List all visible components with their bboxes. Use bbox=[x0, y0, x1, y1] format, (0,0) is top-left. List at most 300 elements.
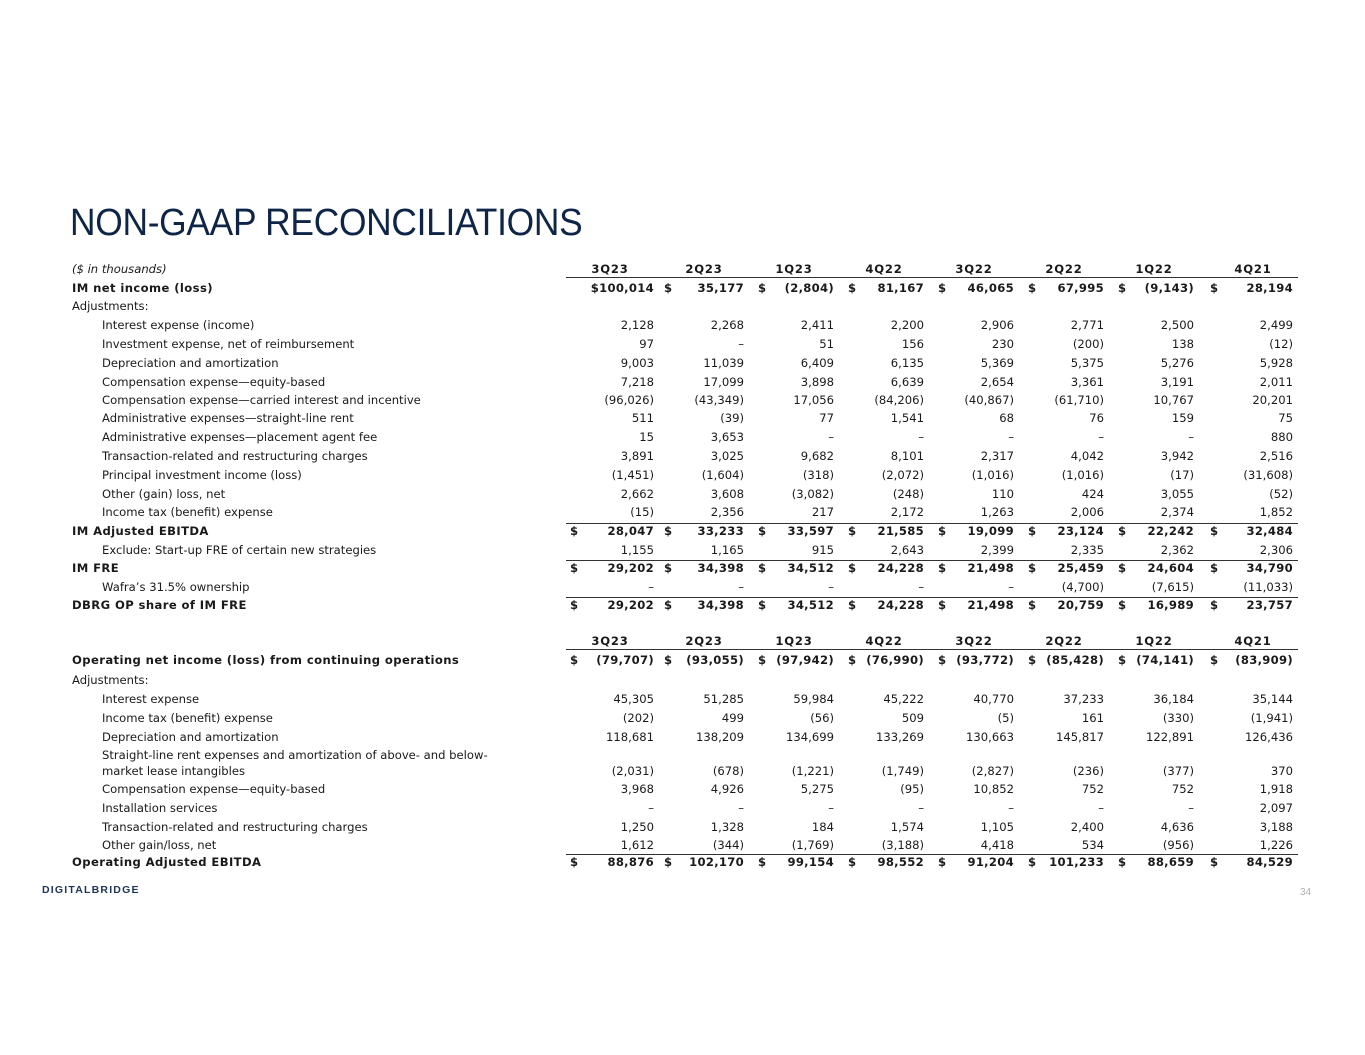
value-cell: 67,995 bbox=[1057, 281, 1104, 295]
value-cell: 3,361 bbox=[1070, 375, 1104, 389]
table-row bbox=[70, 299, 1298, 318]
value-cell: 2,400 bbox=[1070, 820, 1104, 834]
value-cell: – bbox=[1008, 580, 1014, 594]
value-cell: 10,767 bbox=[1153, 393, 1194, 407]
value-cell: 2,906 bbox=[980, 318, 1014, 332]
value-cell: 45,222 bbox=[883, 692, 924, 706]
column-header-2q23: 2Q23 bbox=[685, 262, 723, 276]
value-cell: 1,263 bbox=[980, 505, 1014, 519]
value-cell: 1,574 bbox=[890, 820, 924, 834]
value-cell: – bbox=[1188, 801, 1194, 815]
header-row bbox=[70, 262, 1298, 281]
value-cell: (1,941) bbox=[1250, 711, 1293, 725]
value-cell: (83,909) bbox=[1235, 653, 1293, 667]
dollar-sign: $ bbox=[570, 598, 579, 612]
value-cell: (2,827) bbox=[971, 764, 1014, 778]
table-row bbox=[70, 801, 1298, 820]
value-cell: 25,459 bbox=[1057, 561, 1104, 575]
row-label: Other gain/loss, net bbox=[102, 838, 217, 852]
value-cell: 1,918 bbox=[1259, 782, 1293, 796]
value-cell: 370 bbox=[1270, 764, 1293, 778]
value-cell: 122,891 bbox=[1146, 730, 1194, 744]
value-cell: 138 bbox=[1171, 337, 1194, 351]
value-cell: 51 bbox=[819, 337, 834, 351]
value-cell: 2,411 bbox=[800, 318, 834, 332]
table-row bbox=[70, 393, 1298, 411]
value-cell: 91,204 bbox=[967, 855, 1014, 869]
row-label: Compensation expense—equity-based bbox=[102, 375, 326, 389]
row-label: Operating net income (loss) from continuing operations bbox=[72, 653, 460, 667]
value-cell: (84,206) bbox=[874, 393, 924, 407]
column-header-1q23: 1Q23 bbox=[775, 262, 813, 276]
value-cell: 3,025 bbox=[710, 449, 744, 463]
table-row bbox=[70, 524, 1298, 543]
value-cell: 2,399 bbox=[980, 543, 1014, 557]
table-row bbox=[70, 337, 1298, 356]
value-cell: – bbox=[738, 337, 744, 351]
value-cell: 1,155 bbox=[620, 543, 654, 557]
table-row bbox=[70, 375, 1298, 393]
value-cell: 2,516 bbox=[1259, 449, 1293, 463]
value-cell: 4,418 bbox=[980, 838, 1014, 852]
subtotal-rule bbox=[566, 597, 1298, 598]
value-cell: 37,233 bbox=[1063, 692, 1104, 706]
row-label: Operating Adjusted EBITDA bbox=[72, 855, 262, 869]
table-row bbox=[70, 430, 1298, 449]
value-cell: (202) bbox=[622, 711, 654, 725]
value-cell: – bbox=[828, 580, 834, 594]
value-cell: (95) bbox=[900, 782, 924, 796]
value-cell: 21,498 bbox=[967, 598, 1014, 612]
table-row bbox=[70, 411, 1298, 430]
dollar-sign: $ bbox=[1028, 855, 1037, 869]
dollar-sign: $ bbox=[1028, 281, 1037, 295]
table-row bbox=[70, 468, 1298, 487]
value-cell: 2,268 bbox=[710, 318, 744, 332]
table-row bbox=[70, 820, 1298, 838]
dollar-sign: $ bbox=[664, 524, 673, 538]
table-row bbox=[70, 748, 1298, 782]
value-cell: – bbox=[828, 430, 834, 444]
value-cell: 32,484 bbox=[1246, 524, 1293, 538]
dollar-sign: $ bbox=[1028, 653, 1037, 667]
column-header-1q22: 1Q22 bbox=[1135, 634, 1173, 648]
value-cell: 184 bbox=[811, 820, 834, 834]
value-cell: 101,233 bbox=[1049, 855, 1104, 869]
value-cell: – bbox=[648, 801, 654, 815]
row-label: Interest expense (income) bbox=[102, 318, 255, 332]
value-cell: (5) bbox=[997, 711, 1014, 725]
column-header-4q22: 4Q22 bbox=[865, 634, 903, 648]
value-cell: (1,016) bbox=[971, 468, 1014, 482]
value-cell: 40,770 bbox=[973, 692, 1014, 706]
value-cell: (344) bbox=[712, 838, 744, 852]
value-cell: 3,608 bbox=[710, 487, 744, 501]
value-cell: 1,612 bbox=[620, 838, 654, 852]
value-cell: (2,031) bbox=[611, 764, 654, 778]
value-cell: 34,398 bbox=[697, 598, 744, 612]
row-label: Compensation expense—carried interest and incentive bbox=[102, 393, 421, 407]
value-cell: 7,218 bbox=[620, 375, 654, 389]
value-cell: (248) bbox=[892, 487, 924, 501]
value-cell: – bbox=[918, 580, 924, 594]
value-cell: (15) bbox=[630, 505, 654, 519]
value-cell: (200) bbox=[1072, 337, 1104, 351]
row-label: Transaction-related and restructuring charges bbox=[102, 449, 368, 463]
table-row bbox=[70, 505, 1298, 524]
value-cell: 19,099 bbox=[967, 524, 1014, 538]
column-header-2q22: 2Q22 bbox=[1045, 262, 1083, 276]
value-cell: 34,790 bbox=[1246, 561, 1293, 575]
row-label: Depreciation and amortization bbox=[102, 730, 279, 744]
dollar-sign: $ bbox=[1028, 561, 1037, 575]
value-cell: 2,306 bbox=[1259, 543, 1293, 557]
value-cell: (7,615) bbox=[1151, 580, 1194, 594]
table-row bbox=[70, 281, 1298, 299]
table-row bbox=[70, 543, 1298, 561]
dollar-sign: $ bbox=[1210, 653, 1219, 667]
value-cell: 6,409 bbox=[800, 356, 834, 370]
value-cell: 509 bbox=[901, 711, 924, 725]
value-cell: $100,014 bbox=[590, 281, 654, 295]
value-cell: 4,926 bbox=[710, 782, 744, 796]
row-label: Investment expense, net of reimbursement bbox=[102, 337, 355, 351]
page-title: NON-GAAP RECONCILIATIONS bbox=[70, 202, 583, 244]
table-row bbox=[70, 653, 1298, 673]
dollar-sign: $ bbox=[570, 524, 579, 538]
value-cell: 126,436 bbox=[1245, 730, 1293, 744]
value-cell: 4,636 bbox=[1160, 820, 1194, 834]
row-label: Principal investment income (loss) bbox=[102, 468, 302, 482]
value-cell: 4,042 bbox=[1070, 449, 1104, 463]
value-cell: 5,928 bbox=[1259, 356, 1293, 370]
value-cell: (52) bbox=[1269, 487, 1293, 501]
value-cell: (9,143) bbox=[1144, 281, 1194, 295]
row-label: Interest expense bbox=[102, 692, 200, 706]
value-cell: 99,154 bbox=[787, 855, 834, 869]
value-cell: 2,011 bbox=[1259, 375, 1293, 389]
value-cell: 81,167 bbox=[877, 281, 924, 295]
page-number: 34 bbox=[1300, 887, 1312, 898]
value-cell: 3,891 bbox=[620, 449, 654, 463]
value-cell: (76,990) bbox=[866, 653, 924, 667]
column-header-4q21: 4Q21 bbox=[1234, 634, 1272, 648]
row-label: Exclude: Start-up FRE of certain new strategies bbox=[102, 543, 377, 557]
value-cell: 35,177 bbox=[697, 281, 744, 295]
dollar-sign: $ bbox=[848, 524, 857, 538]
column-header-1q23: 1Q23 bbox=[775, 634, 813, 648]
value-cell: 21,585 bbox=[877, 524, 924, 538]
value-cell: 29,202 bbox=[607, 598, 654, 612]
value-cell: 28,047 bbox=[607, 524, 654, 538]
value-cell: 76 bbox=[1089, 411, 1104, 425]
value-cell: 46,065 bbox=[967, 281, 1014, 295]
value-cell: – bbox=[918, 430, 924, 444]
dollar-sign: $ bbox=[664, 653, 673, 667]
value-cell: 6,135 bbox=[890, 356, 924, 370]
value-cell: 98,552 bbox=[877, 855, 924, 869]
column-header-3q23: 3Q23 bbox=[591, 634, 629, 648]
table-row bbox=[70, 692, 1298, 711]
header-row bbox=[70, 634, 1298, 653]
value-cell: 230 bbox=[991, 337, 1014, 351]
value-cell: (17) bbox=[1170, 468, 1194, 482]
value-cell: – bbox=[1008, 430, 1014, 444]
row-label: IM Adjusted EBITDA bbox=[72, 524, 209, 538]
value-cell: (39) bbox=[720, 411, 744, 425]
dollar-sign: $ bbox=[1118, 653, 1127, 667]
dollar-sign: $ bbox=[1210, 561, 1219, 575]
column-header-4q22: 4Q22 bbox=[865, 262, 903, 276]
units-note: ($ in thousands) bbox=[72, 262, 167, 276]
dollar-sign: $ bbox=[848, 281, 857, 295]
row-label: IM FRE bbox=[72, 561, 120, 575]
row-label: Income tax (benefit) expense bbox=[102, 505, 273, 519]
value-cell: 1,852 bbox=[1259, 505, 1293, 519]
row-label: Adjustments: bbox=[72, 299, 149, 313]
value-cell: (2,072) bbox=[881, 468, 924, 482]
value-cell: (96,026) bbox=[604, 393, 654, 407]
dollar-sign: $ bbox=[664, 561, 673, 575]
value-cell: (1,221) bbox=[791, 764, 834, 778]
value-cell: 1,105 bbox=[980, 820, 1014, 834]
value-cell: (93,772) bbox=[956, 653, 1014, 667]
value-cell: 217 bbox=[811, 505, 834, 519]
row-label: Depreciation and amortization bbox=[102, 356, 279, 370]
value-cell: – bbox=[648, 580, 654, 594]
value-cell: (956) bbox=[1162, 838, 1194, 852]
column-header-1q22: 1Q22 bbox=[1135, 262, 1173, 276]
value-cell: 33,597 bbox=[787, 524, 834, 538]
dollar-sign: $ bbox=[938, 281, 947, 295]
value-cell: 24,228 bbox=[877, 561, 924, 575]
value-cell: 159 bbox=[1171, 411, 1194, 425]
dollar-sign: $ bbox=[848, 653, 857, 667]
dollar-sign: $ bbox=[570, 653, 579, 667]
column-header-3q23: 3Q23 bbox=[591, 262, 629, 276]
dollar-sign: $ bbox=[664, 855, 673, 869]
value-cell: 2,654 bbox=[980, 375, 1014, 389]
value-cell: 45,305 bbox=[613, 692, 654, 706]
value-cell: 534 bbox=[1081, 838, 1104, 852]
value-cell: 77 bbox=[819, 411, 834, 425]
row-label: Straight-line rent expenses and amortization of above- and below- bbox=[102, 748, 488, 762]
table-row bbox=[70, 730, 1298, 748]
value-cell: 145,817 bbox=[1056, 730, 1104, 744]
value-cell: 22,242 bbox=[1147, 524, 1194, 538]
value-cell: 6,639 bbox=[890, 375, 924, 389]
subtotal-rule bbox=[566, 523, 1298, 524]
value-cell: (3,188) bbox=[881, 838, 924, 852]
operating-ebitda-reconciliation-table bbox=[70, 634, 1298, 869]
value-cell: 3,653 bbox=[710, 430, 744, 444]
row-label-continued: market lease intangibles bbox=[102, 764, 246, 778]
value-cell: 24,604 bbox=[1147, 561, 1194, 575]
row-label: Income tax (benefit) expense bbox=[102, 711, 273, 725]
value-cell: 2,362 bbox=[1160, 543, 1194, 557]
header-underline bbox=[566, 277, 1298, 278]
value-cell: 3,055 bbox=[1160, 487, 1194, 501]
value-cell: 23,757 bbox=[1246, 598, 1293, 612]
value-cell: 102,170 bbox=[689, 855, 744, 869]
value-cell: (1,451) bbox=[611, 468, 654, 482]
dollar-sign: $ bbox=[1028, 598, 1037, 612]
dollar-sign: $ bbox=[1118, 598, 1127, 612]
column-header-2q22: 2Q22 bbox=[1045, 634, 1083, 648]
dollar-sign: $ bbox=[758, 524, 767, 538]
table-row bbox=[70, 318, 1298, 337]
row-label: Adjustments: bbox=[72, 673, 149, 687]
value-cell: 36,184 bbox=[1153, 692, 1194, 706]
table-row bbox=[70, 782, 1298, 801]
value-cell: 34,512 bbox=[787, 561, 834, 575]
row-label: Administrative expenses—placement agent fee bbox=[102, 430, 378, 444]
dollar-sign: $ bbox=[758, 561, 767, 575]
dollar-sign: $ bbox=[848, 855, 857, 869]
row-label: Other (gain) loss, net bbox=[102, 487, 226, 501]
value-cell: 33,233 bbox=[697, 524, 744, 538]
value-cell: (330) bbox=[1162, 711, 1194, 725]
value-cell: 24,228 bbox=[877, 598, 924, 612]
value-cell: 2,172 bbox=[890, 505, 924, 519]
value-cell: (11,033) bbox=[1243, 580, 1293, 594]
value-cell: (93,055) bbox=[686, 653, 744, 667]
value-cell: 11,039 bbox=[703, 356, 744, 370]
value-cell: (61,710) bbox=[1054, 393, 1104, 407]
value-cell: 75 bbox=[1278, 411, 1293, 425]
row-label: Administrative expenses—straight-line rent bbox=[102, 411, 354, 425]
value-cell: 130,663 bbox=[966, 730, 1014, 744]
dollar-sign: $ bbox=[570, 855, 579, 869]
value-cell: 5,275 bbox=[800, 782, 834, 796]
value-cell: 3,968 bbox=[620, 782, 654, 796]
table-row bbox=[70, 449, 1298, 468]
dollar-sign: $ bbox=[938, 561, 947, 575]
value-cell: (236) bbox=[1072, 764, 1104, 778]
value-cell: 2,317 bbox=[980, 449, 1014, 463]
value-cell: – bbox=[738, 801, 744, 815]
column-header-3q22: 3Q22 bbox=[955, 262, 993, 276]
value-cell: 10,852 bbox=[973, 782, 1014, 796]
dollar-sign: $ bbox=[1210, 281, 1219, 295]
column-header-3q22: 3Q22 bbox=[955, 634, 993, 648]
dollar-sign: $ bbox=[1118, 281, 1127, 295]
table-row bbox=[70, 673, 1298, 692]
value-cell: 28,194 bbox=[1246, 281, 1293, 295]
column-header-2q23: 2Q23 bbox=[685, 634, 723, 648]
value-cell: 752 bbox=[1171, 782, 1194, 796]
value-cell: 17,056 bbox=[793, 393, 834, 407]
row-label: Compensation expense—equity-based bbox=[102, 782, 326, 796]
value-cell: 84,529 bbox=[1246, 855, 1293, 869]
value-cell: 1,226 bbox=[1259, 838, 1293, 852]
value-cell: 68 bbox=[999, 411, 1014, 425]
value-cell: – bbox=[1188, 430, 1194, 444]
value-cell: – bbox=[1008, 801, 1014, 815]
dollar-sign: $ bbox=[938, 524, 947, 538]
value-cell: 2,097 bbox=[1259, 801, 1293, 815]
value-cell: 2,499 bbox=[1259, 318, 1293, 332]
dollar-sign: $ bbox=[758, 653, 767, 667]
row-label: IM net income (loss) bbox=[72, 281, 213, 295]
value-cell: 118,681 bbox=[606, 730, 654, 744]
value-cell: 161 bbox=[1081, 711, 1104, 725]
value-cell: 3,188 bbox=[1259, 820, 1293, 834]
dollar-sign: $ bbox=[758, 855, 767, 869]
value-cell: 29,202 bbox=[607, 561, 654, 575]
dollar-sign: $ bbox=[1118, 524, 1127, 538]
value-cell: 1,250 bbox=[620, 820, 654, 834]
value-cell: 499 bbox=[721, 711, 744, 725]
value-cell: (377) bbox=[1162, 764, 1194, 778]
im-fre-reconciliation-table bbox=[70, 262, 1298, 612]
header-underline bbox=[566, 649, 1298, 650]
table-row bbox=[70, 580, 1298, 598]
value-cell: 16,989 bbox=[1147, 598, 1194, 612]
value-cell: 134,699 bbox=[786, 730, 834, 744]
value-cell: (97,942) bbox=[776, 653, 834, 667]
subtotal-rule bbox=[566, 560, 1298, 561]
dollar-sign: $ bbox=[758, 281, 767, 295]
value-cell: 34,512 bbox=[787, 598, 834, 612]
value-cell: 2,356 bbox=[710, 505, 744, 519]
value-cell: 17,099 bbox=[703, 375, 744, 389]
value-cell: (31,608) bbox=[1243, 468, 1293, 482]
dollar-sign: $ bbox=[938, 598, 947, 612]
value-cell: – bbox=[918, 801, 924, 815]
value-cell: (56) bbox=[810, 711, 834, 725]
value-cell: 20,201 bbox=[1252, 393, 1293, 407]
row-label: DBRG OP share of IM FRE bbox=[72, 598, 247, 612]
dollar-sign: $ bbox=[938, 653, 947, 667]
dollar-sign: $ bbox=[664, 598, 673, 612]
value-cell: 1,541 bbox=[890, 411, 924, 425]
value-cell: – bbox=[828, 801, 834, 815]
value-cell: 2,335 bbox=[1070, 543, 1104, 557]
row-label: Installation services bbox=[102, 801, 218, 815]
value-cell: (74,141) bbox=[1136, 653, 1194, 667]
value-cell: – bbox=[738, 580, 744, 594]
value-cell: 9,003 bbox=[620, 356, 654, 370]
value-cell: 20,759 bbox=[1057, 598, 1104, 612]
dollar-sign: $ bbox=[1118, 561, 1127, 575]
dollar-sign: $ bbox=[848, 598, 857, 612]
value-cell: 110 bbox=[991, 487, 1014, 501]
value-cell: 3,898 bbox=[800, 375, 834, 389]
dollar-sign: $ bbox=[758, 598, 767, 612]
row-label: Transaction-related and restructuring charges bbox=[102, 820, 368, 834]
value-cell: (318) bbox=[802, 468, 834, 482]
value-cell: 59,984 bbox=[793, 692, 834, 706]
value-cell: 2,006 bbox=[1070, 505, 1104, 519]
dollar-sign: $ bbox=[1210, 855, 1219, 869]
value-cell: 23,124 bbox=[1057, 524, 1104, 538]
value-cell: 8,101 bbox=[890, 449, 924, 463]
value-cell: 5,375 bbox=[1070, 356, 1104, 370]
value-cell: – bbox=[1098, 801, 1104, 815]
value-cell: 880 bbox=[1270, 430, 1293, 444]
value-cell: 35,144 bbox=[1252, 692, 1293, 706]
row-label: Wafra’s 31.5% ownership bbox=[102, 580, 250, 594]
value-cell: (1,769) bbox=[791, 838, 834, 852]
value-cell: – bbox=[1098, 430, 1104, 444]
subtotal-rule bbox=[566, 854, 1298, 855]
dollar-sign: $ bbox=[664, 281, 673, 295]
table-row bbox=[70, 356, 1298, 375]
value-cell: 88,876 bbox=[607, 855, 654, 869]
dollar-sign: $ bbox=[848, 561, 857, 575]
dollar-sign: $ bbox=[1210, 598, 1219, 612]
